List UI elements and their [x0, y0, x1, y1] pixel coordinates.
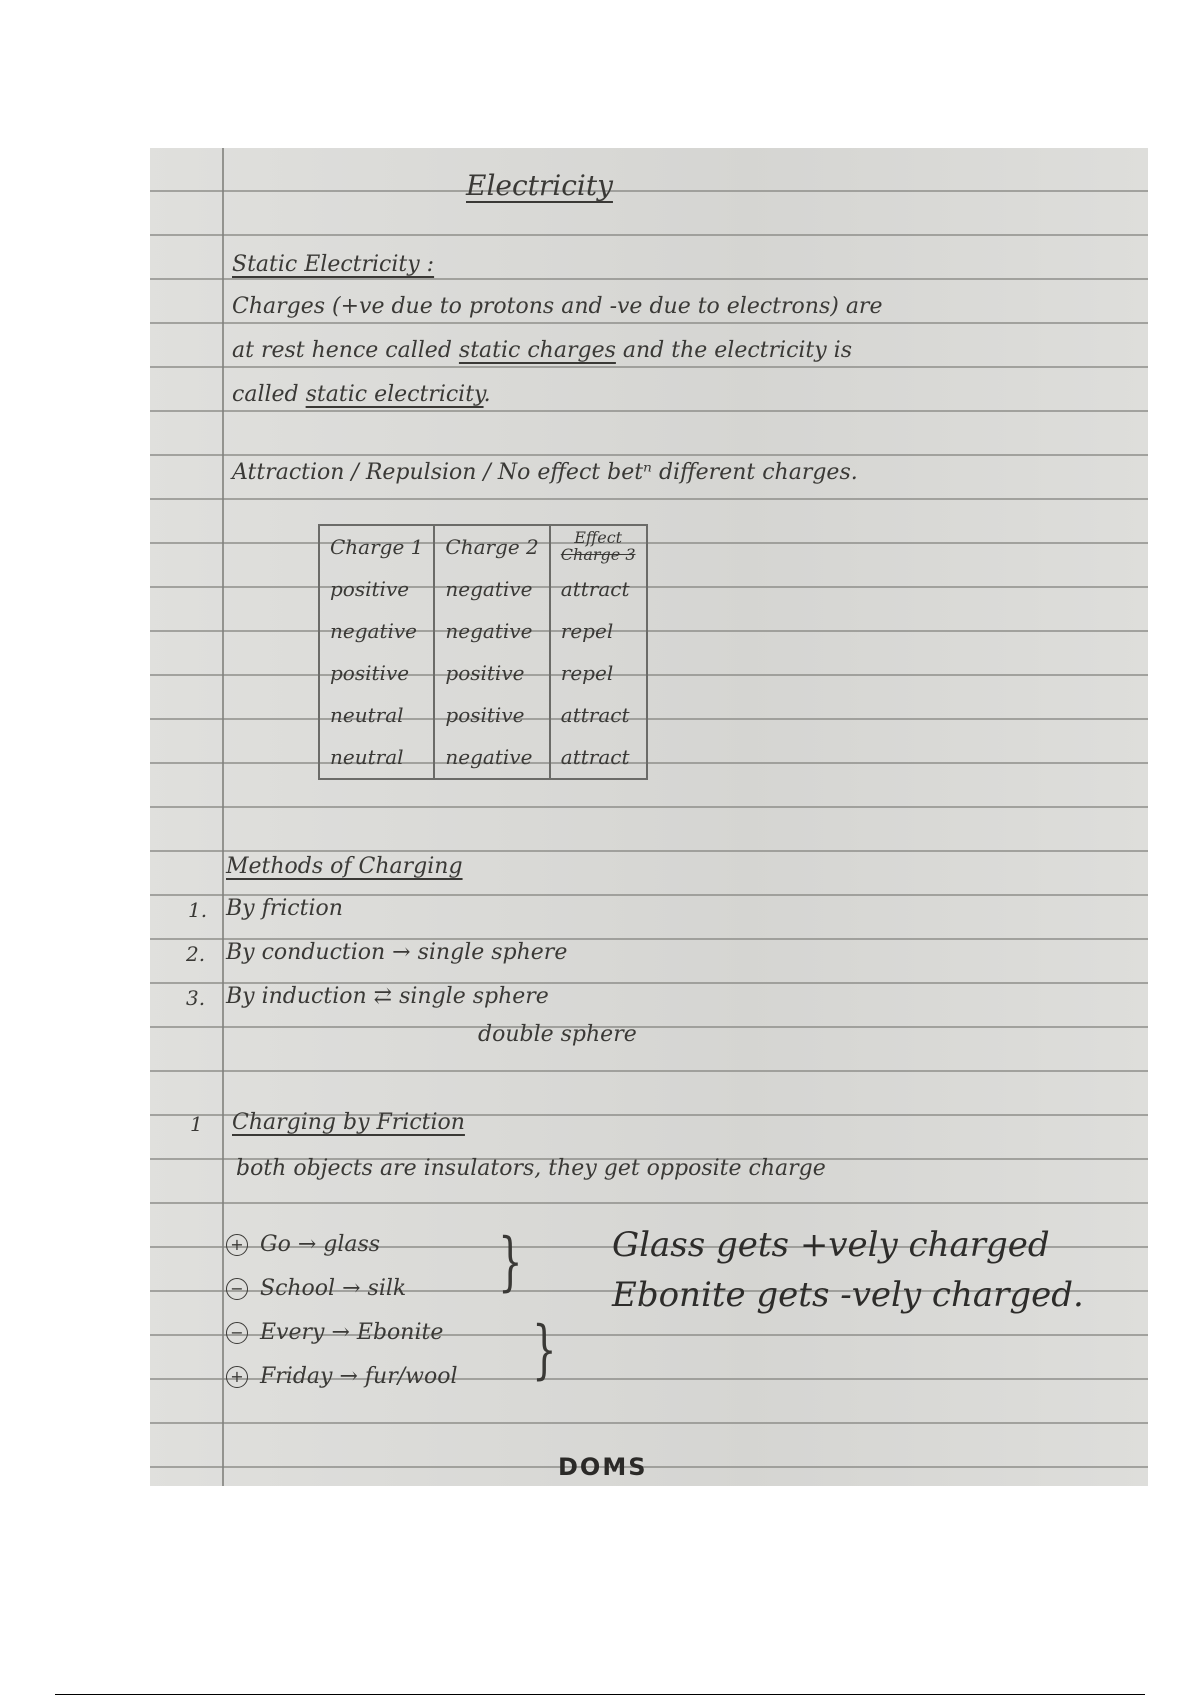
table-cell: repel: [550, 610, 647, 652]
static-line-1: Charges (+ve due to protons and -ve due to electrons) are: [232, 294, 883, 319]
ruled-line: [150, 542, 1148, 544]
mnemonic-item: [226, 1322, 443, 1344]
attraction-heading: Attraction / Repulsion / No effect betⁿ different charges.: [232, 460, 858, 485]
static-line-3-post: .: [483, 382, 491, 407]
ruled-line: [150, 850, 1148, 852]
method-number: 1.: [188, 898, 208, 922]
ebonite-note: Ebonite gets -vely charged.: [612, 1275, 1084, 1315]
table-cell: positive: [434, 652, 549, 694]
ruled-line: [150, 366, 1148, 368]
table-cell: positive: [319, 652, 434, 694]
mnemonic-item: [226, 1278, 406, 1300]
plus-icon: +: [226, 1366, 248, 1388]
table-cell: positive: [434, 694, 549, 736]
table-row: [319, 610, 647, 652]
table-row: [319, 694, 647, 736]
ruled-line: [150, 718, 1148, 720]
friction-number: 1: [190, 1112, 203, 1136]
table-cell: positive: [319, 568, 434, 610]
page-divider: [55, 1694, 1145, 1695]
ruled-line: [150, 1202, 1148, 1204]
glass-note: Glass gets +vely charged: [612, 1225, 1050, 1265]
methods-heading: Methods of Charging: [226, 854, 463, 879]
arrow-icon: →: [297, 1232, 317, 1257]
page-title: Electricity: [466, 169, 613, 202]
table-row: [319, 652, 647, 694]
table-cell: neutral: [319, 736, 434, 779]
method-extra: double sphere: [478, 1022, 637, 1047]
static-line-3: [232, 384, 491, 406]
method-item: By conduction → single sphere: [226, 940, 568, 965]
mnemonic-word: Go: [260, 1232, 291, 1257]
method-number: 3.: [186, 986, 206, 1010]
static-line-2-pre: at rest hence called: [232, 338, 452, 363]
table-row: [319, 736, 647, 779]
table-cell: attract: [550, 736, 647, 779]
mnemonic-word: Every: [260, 1320, 325, 1345]
table-cell: attract: [550, 694, 647, 736]
ruled-line: [150, 586, 1148, 588]
ruled-line: [150, 190, 1148, 192]
static-charges-term: static charges: [458, 338, 616, 363]
method-item: By friction: [226, 896, 343, 921]
minus-icon: −: [226, 1322, 248, 1344]
ruled-line: [150, 410, 1148, 412]
friction-heading: Charging by Friction: [232, 1110, 465, 1135]
table-cell: repel: [550, 652, 647, 694]
method-number: 2.: [186, 942, 206, 966]
arrow-icon: →: [342, 1276, 361, 1301]
brace-icon: }: [498, 1225, 523, 1299]
table-cell: negative: [434, 736, 549, 779]
mnemonic-material: Ebonite: [356, 1320, 444, 1345]
static-line-3-pre: called: [232, 382, 299, 407]
friction-description: both objects are insulators, they get opposite charge: [236, 1156, 826, 1181]
table-cell: neutral: [319, 694, 434, 736]
table-cell: negative: [434, 610, 549, 652]
header-charge-1: Charge 1: [319, 525, 434, 568]
minus-icon: −: [226, 1278, 248, 1300]
arrow-icon: →: [331, 1320, 350, 1345]
arrow-icon: →: [339, 1364, 358, 1389]
table-cell: attract: [550, 568, 647, 610]
static-line-2-post: and the electricity is: [622, 338, 853, 363]
ruled-line: [150, 498, 1148, 500]
ruled-line: [150, 762, 1148, 764]
mnemonic-item: [226, 1366, 458, 1388]
charges-table: [318, 524, 648, 780]
notebook-page: [150, 148, 1148, 1486]
static-electricity-term: static electricity: [305, 382, 484, 407]
ruled-line: [150, 1466, 1148, 1468]
ruled-line: [150, 1026, 1148, 1028]
ruled-line: [150, 1422, 1148, 1424]
table-cell: negative: [319, 610, 434, 652]
mnemonic-material: silk: [367, 1276, 407, 1301]
ruled-line: [150, 322, 1148, 324]
ruled-line: [150, 806, 1148, 808]
header-effect-crossed: Charge 3: [560, 545, 636, 564]
ruled-line: [150, 1070, 1148, 1072]
ruled-line: [150, 234, 1148, 236]
mnemonic-word: School: [260, 1276, 336, 1301]
ruled-line: [150, 674, 1148, 676]
table-cell: negative: [434, 568, 549, 610]
mnemonic-material: glass: [323, 1232, 381, 1257]
header-effect: [550, 525, 647, 568]
mnemonic-item: [226, 1234, 380, 1256]
plus-icon: +: [226, 1234, 248, 1256]
table-row: [319, 568, 647, 610]
ruled-line: [150, 630, 1148, 632]
mnemonic-word: Friday: [260, 1364, 333, 1389]
static-line-2: [232, 340, 852, 362]
notebook-brand-logo: DOMS: [558, 1453, 648, 1481]
brace-icon: }: [532, 1313, 557, 1387]
margin-line: [222, 148, 224, 1486]
ruled-line: [150, 454, 1148, 456]
header-charge-2: Charge 2: [434, 525, 549, 568]
header-effect-label: Effect: [574, 528, 623, 548]
table-header-row: [319, 525, 647, 568]
method-item: By induction ⇄ single sphere: [226, 984, 549, 1009]
static-heading: Static Electricity :: [232, 252, 435, 277]
ruled-line: [150, 278, 1148, 280]
mnemonic-material: fur/wool: [364, 1364, 458, 1389]
